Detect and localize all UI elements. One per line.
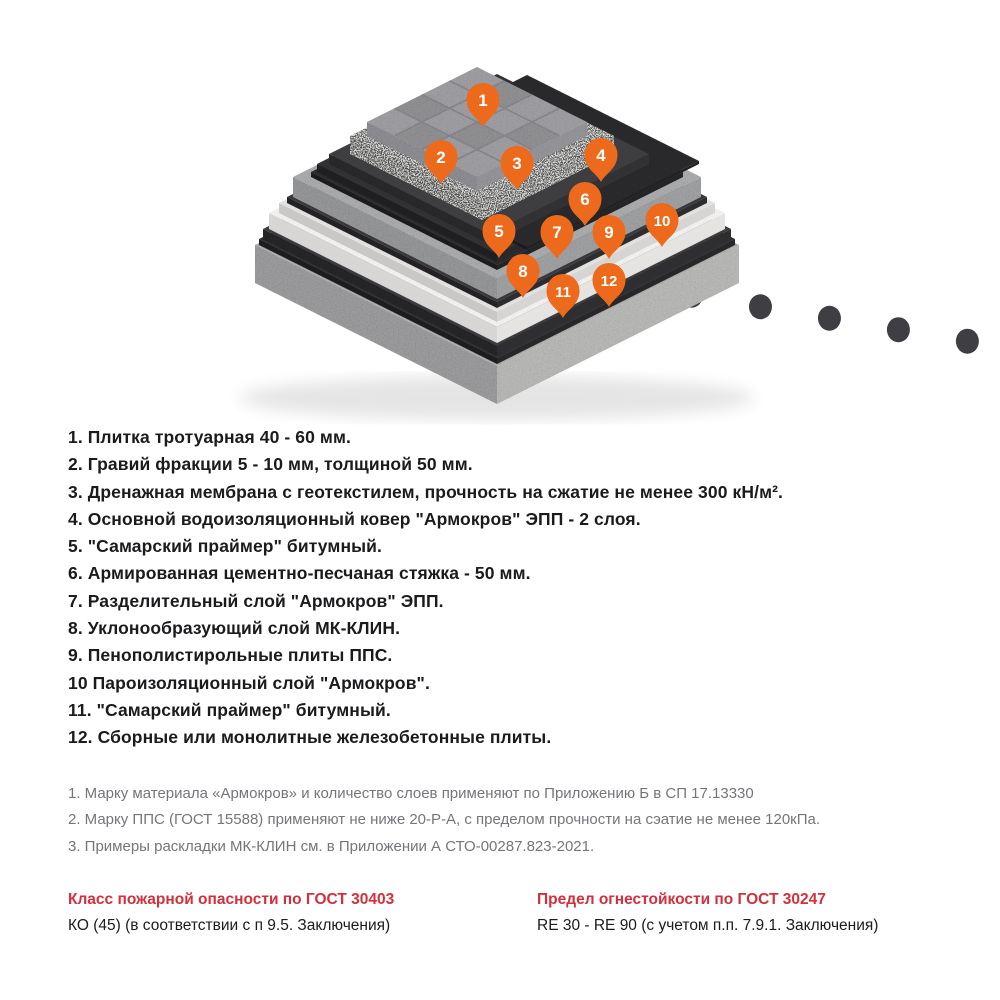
marker-number: 4 xyxy=(596,146,606,165)
footnote-3: 3. Примеры раскладки МК-КЛИН см. в Приложении А СТО-00287.823-2021. xyxy=(68,837,595,855)
marker-number: 11 xyxy=(555,284,571,301)
fire-class-value: КО (45) (в соответствии с п 9.5. Заключения) xyxy=(68,917,391,934)
marker-number: 2 xyxy=(436,148,446,167)
marker-number: 6 xyxy=(580,190,590,209)
marker-number: 3 xyxy=(512,154,522,173)
legend-item-8: 8. Уклонообразующий слой МК-КЛИН. xyxy=(68,618,401,639)
fire-resistance-section xyxy=(537,891,948,934)
marker-number: 8 xyxy=(518,262,528,281)
footnotes xyxy=(68,781,820,860)
roof-layers-diagram xyxy=(0,0,1000,430)
marker-number: 7 xyxy=(552,223,562,242)
marker-number: 9 xyxy=(604,223,614,242)
fire-class-section xyxy=(68,891,537,934)
legend-item-10: 10 Пароизоляционный слой "Армокров". xyxy=(68,672,430,693)
footer-sections xyxy=(68,891,948,934)
legend-item-7: 7. Разделительный слой "Армокров" ЭПП. xyxy=(68,590,444,611)
fire-resistance-title: Предел огнестойкости по ГОСТ 30247 xyxy=(537,891,826,908)
roof-layers-illustration xyxy=(0,0,1000,430)
legend-item-2: 2. Гравий фракции 5 - 10 мм, толщиной 50 мм. xyxy=(68,454,473,475)
footnote-2: 2. Марку ППС (ГОСТ 15588) применяют не ниже 20-Р-А, с пределом прочности на сэатие не менее 120кПа. xyxy=(68,811,821,829)
layer-legend xyxy=(68,424,783,752)
marker-number: 1 xyxy=(478,91,488,110)
legend-item-12: 12. Сборные или монолитные железобетонные плиты. xyxy=(68,727,552,748)
marker-number: 12 xyxy=(600,273,618,290)
legend-item-6: 6. Армированная цементно-песчаная стяжка - 50 мм. xyxy=(68,563,531,584)
legend-item-11: 11. "Самарский праймер" битумный. xyxy=(68,699,391,720)
legend-item-3: 3. Дренажная мембрана с геотекстилем, прочность на сжатие не менее 300 кН/м². xyxy=(68,481,784,502)
legend-item-5: 5. "Самарский праймер" битумный. xyxy=(68,536,382,557)
legend-item-1: 1. Плитка тротуарная 40 - 60 мм. xyxy=(68,427,351,447)
fire-resistance-value: RE 30 - RE 90 (с учетом п.п. 7.9.1. Заключения) xyxy=(537,917,879,934)
fire-class-title: Класс пожарной опасности по ГОСТ 30403 xyxy=(68,891,395,908)
legend-item-9: 9. Пенополистирольные плиты ППС. xyxy=(68,645,393,666)
layer-stack xyxy=(253,65,1000,406)
marker-number: 10 xyxy=(653,213,671,230)
legend-item-4: 4. Основной водоизоляционный ковер "Армокров" ЭПП - 2 слоя. xyxy=(68,508,641,529)
footnote-1: 1. Марку материала «Армокров» и количество слоев применяют по Приложению Б в СП 17.13330 xyxy=(68,785,754,802)
marker-number: 5 xyxy=(494,222,504,241)
